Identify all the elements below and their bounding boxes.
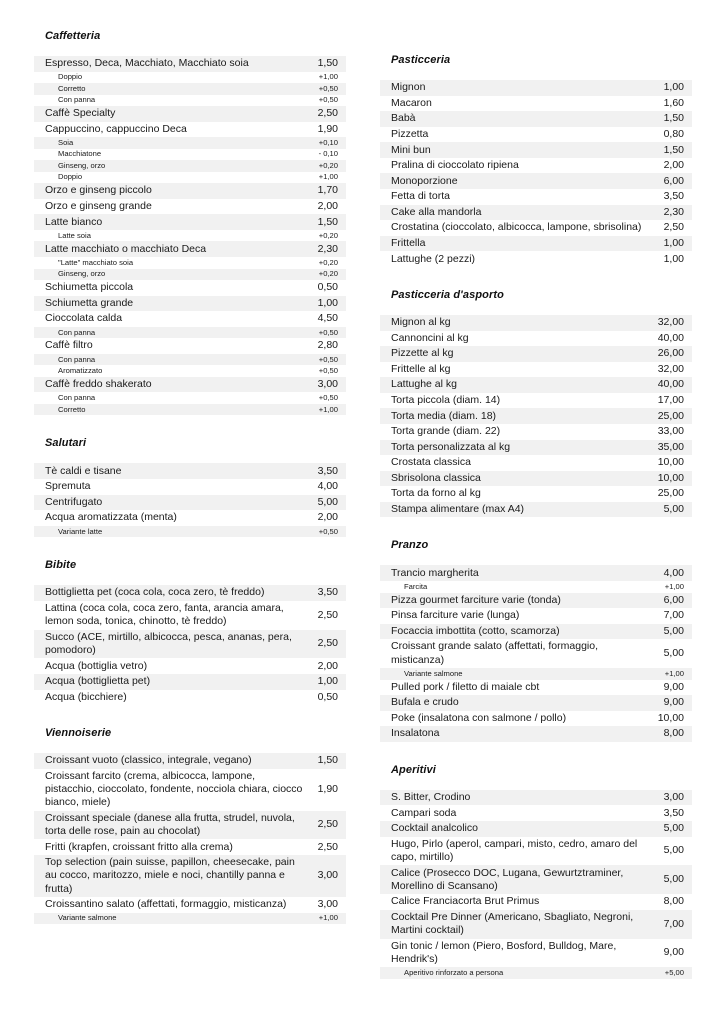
menu-item-row [380, 837, 692, 866]
menu-sub-item-price: +0,50 [318, 354, 338, 364]
menu-item-row [34, 601, 346, 630]
menu-item-price: 35,00 [657, 440, 684, 453]
menu-item-price: 9,00 [663, 680, 684, 693]
menu-item-price: 2,00 [317, 659, 338, 672]
menu-item-name: Frittella [391, 236, 426, 249]
menu-section [380, 764, 692, 979]
menu-item-name: Cocktail Pre Dinner (Americano, Sbagliato, Negroni, Martini cocktail) [391, 910, 634, 937]
menu-item-price: 40,00 [657, 331, 684, 344]
menu-item-price: 2,00 [317, 200, 338, 212]
menu-item-name: Macaron [391, 96, 432, 109]
menu-item-row [380, 158, 692, 174]
menu-item-row [34, 585, 346, 601]
menu-sub-item-row [34, 149, 346, 161]
menu-item-name: Torta media (diam. 18) [391, 409, 497, 422]
menu-item-name: Spremuta [45, 480, 91, 493]
menu-item-row [380, 695, 692, 711]
menu-item-price: 3,50 [317, 586, 338, 599]
menu-item-price: 10,00 [657, 456, 684, 469]
menu-sub-item-name: Con panna [58, 95, 96, 105]
menu-item-price: 33,00 [657, 425, 684, 438]
menu-item-price: 3,00 [317, 378, 338, 391]
menu-item-name: Calice Franciacorta Brut Primus [391, 895, 540, 908]
menu-item-name: Hugo, Pirlo (aperol, campari, misto, cedro, amaro del capo, mirtillo) [391, 837, 638, 863]
section-title: Aperitivi [391, 763, 436, 776]
menu-item-row [34, 630, 346, 659]
menu-item-price: 1,50 [663, 112, 684, 125]
menu-item-name: Babà [391, 112, 416, 125]
menu-item-name: Cocktail analcolico [391, 822, 478, 835]
menu-sub-item-price: +0,50 [318, 526, 338, 536]
menu-sub-item-row [380, 967, 692, 979]
menu-item-name: Monoporzione [391, 174, 458, 187]
menu-sub-item-row [34, 83, 346, 95]
menu-item-name: Lattughe (2 pezzi) [391, 252, 476, 265]
section-title: Viennoiserie [45, 727, 112, 740]
menu-item-price: 1,90 [317, 783, 338, 796]
menu-item-name: Mignon [391, 81, 426, 94]
menu-item-row [380, 910, 692, 939]
menu-sub-item-price: +0,50 [318, 366, 338, 376]
menu-item-list [34, 585, 346, 705]
menu-sub-item-price: +1,00 [664, 581, 684, 591]
menu-section [380, 289, 692, 518]
menu-item-name: Croissant speciale (danese alla frutta, strudel, nuvola, torta delle rose, pain au chocolat) [45, 811, 295, 838]
menu-item-name: Schiumetta grande [45, 296, 134, 309]
menu-item-row [380, 471, 692, 487]
menu-sub-item-row [34, 172, 346, 184]
menu-sub-item-name: Corretto [58, 404, 86, 414]
menu-item-row [380, 331, 692, 347]
menu-item-row [380, 624, 692, 640]
menu-item-row [380, 362, 692, 378]
menu-item-price: 5,00 [663, 873, 684, 886]
section-title: Salutari [45, 437, 87, 450]
menu-section [380, 54, 692, 267]
menu-item-row [34, 753, 346, 769]
menu-item-name: Bufala e crudo [391, 696, 459, 709]
menu-item-row [34, 183, 346, 199]
menu-item-name: Bottiglietta pet (coca cola, coca zero, tè freddo) [45, 586, 265, 599]
menu-item-price: 2,50 [317, 608, 338, 621]
menu-item-row [380, 486, 692, 502]
menu-sub-item-name: Con panna [58, 393, 96, 403]
menu-item-price: 1,50 [317, 215, 338, 228]
menu-sub-item-price: +1,00 [664, 668, 684, 678]
menu-item-price: 2,50 [317, 637, 338, 650]
menu-item-name: Sbrisolona classica [391, 471, 481, 484]
menu-item-name: Caffè Specialty [45, 107, 116, 120]
menu-item-price: 32,00 [657, 362, 684, 375]
menu-item-row [34, 199, 346, 215]
menu-sub-item-row [380, 581, 692, 593]
menu-item-price: 3,50 [663, 806, 684, 819]
menu-item-row [34, 122, 346, 138]
menu-item-name: Pizza gourmet farciture varie (tonda) [391, 593, 561, 606]
menu-item-name: Croissant farcito (crema, albicocca, lampone, pistacchio, cioccolato, fondente, nocciola chiara, ciocco bianco, miele) [45, 769, 303, 809]
menu-sub-item-row [34, 257, 346, 269]
menu-item-name: Pizzette al kg [391, 347, 454, 360]
menu-item-row [34, 674, 346, 690]
menu-item-price: 1,50 [317, 754, 338, 767]
menu-item-row [34, 897, 346, 913]
menu-item-name: Pralina di cioccolato ripiena [391, 159, 519, 172]
menu-item-row [380, 565, 692, 581]
menu-item-name: Torta da forno al kg [391, 487, 481, 500]
menu-sub-item-name: Ginseng, orzo [58, 269, 106, 279]
menu-item-row [380, 377, 692, 393]
section-title: Pranzo [391, 539, 429, 552]
menu-sub-item-name: Variante salmone [404, 668, 463, 678]
menu-sub-item-row [34, 137, 346, 149]
menu-item-name: Fritti (krapfen, croissant fritto alla crema) [45, 840, 233, 853]
menu-item-row [34, 338, 346, 354]
menu-item-price: 25,00 [657, 487, 684, 500]
menu-item-row [380, 680, 692, 696]
menu-sub-item-name: Farcita [404, 581, 428, 591]
menu-sub-item-price: +0,50 [318, 83, 338, 93]
menu-item-name: Focaccia imbottita (cotto, scamorza) [391, 624, 560, 637]
menu-item-name: Mini bun [391, 143, 431, 156]
menu-sub-item-row [34, 327, 346, 339]
menu-item-price: 1,00 [317, 675, 338, 688]
menu-item-name: Insalatona [391, 727, 440, 740]
menu-item-row [380, 608, 692, 624]
menu-item-row [34, 479, 346, 495]
menu-sub-item-name: Doppio [58, 172, 83, 182]
menu-item-list [34, 463, 346, 537]
menu-item-row [380, 939, 692, 968]
menu-item-row [380, 821, 692, 837]
menu-item-price: 1,00 [663, 236, 684, 249]
menu-sub-item-price: +0,50 [318, 95, 338, 105]
menu-item-row [380, 593, 692, 609]
menu-item-row [380, 236, 692, 252]
menu-sub-item-name: "Latte" macchiato soia [58, 257, 134, 267]
menu-item-price: 5,00 [663, 647, 684, 660]
menu-item-row [380, 96, 692, 112]
menu-item-row [380, 805, 692, 821]
menu-item-price: 1,50 [663, 143, 684, 156]
menu-item-name: Torta personalizzata al kg [391, 440, 511, 453]
menu-item-row [34, 769, 346, 811]
menu-item-name: Orzo e ginseng grande [45, 200, 152, 212]
menu-item-name: Lattughe al kg [391, 378, 457, 391]
menu-item-name: Pinsa farciture varie (lunga) [391, 609, 520, 622]
menu-item-name: Calice (Prosecco DOC, Lugana, Gewurtztraminer, Morellino di Scansano) [391, 866, 624, 892]
menu-item-row [380, 790, 692, 806]
menu-item-price: 4,00 [663, 566, 684, 579]
menu-item-price: 1,00 [663, 81, 684, 94]
menu-item-price: 5,00 [663, 503, 684, 516]
menu-sub-item-name: Variante salmone [58, 913, 117, 923]
menu-item-name: Crostata classica [391, 456, 471, 469]
menu-section [34, 437, 346, 537]
menu-item-price: 4,00 [317, 480, 338, 493]
menu-item-row [34, 463, 346, 479]
menu-item-price: 0,50 [317, 281, 338, 294]
menu-item-row [34, 56, 346, 72]
menu-item-row [34, 280, 346, 296]
menu-sub-item-price: +0,20 [318, 160, 338, 170]
menu-sub-item-row [34, 95, 346, 107]
menu-item-row [380, 80, 692, 96]
menu-sub-item-row [34, 392, 346, 404]
menu-item-name: Frittelle al kg [391, 362, 451, 375]
menu-item-price: 1,00 [317, 296, 338, 309]
menu-sub-item-price: +1,00 [318, 72, 338, 82]
menu-item-row [380, 393, 692, 409]
menu-item-price: 1,00 [663, 252, 684, 265]
menu-sub-item-price: +1,00 [318, 913, 338, 923]
menu-item-price: 17,00 [657, 394, 684, 407]
menu-sub-item-name: Aromatizzato [58, 366, 103, 376]
menu-sub-item-row [34, 72, 346, 84]
menu-item-name: Torta piccola (diam. 14) [391, 394, 501, 407]
menu-item-row [34, 495, 346, 511]
menu-sub-item-price: +0,20 [318, 257, 338, 267]
menu-item-name: Campari soda [391, 806, 457, 819]
menu-item-price: 8,00 [663, 895, 684, 908]
menu-item-price: 5,00 [663, 822, 684, 835]
menu-sub-item-name: Corretto [58, 83, 86, 93]
menu-item-name: Gin tonic / lemon (Piero, Bosford, Bulldog, Mare, Hendrik's) [391, 939, 617, 965]
menu-item-name: Mignon al kg [391, 316, 451, 329]
menu-item-row [34, 510, 346, 526]
menu-section [34, 559, 346, 705]
menu-item-price: 32,00 [657, 316, 684, 329]
menu-item-name: Fetta di torta [391, 190, 450, 203]
menu-sub-item-name: Ginseng, orzo [58, 160, 106, 170]
menu-sub-item-price: +0,50 [318, 393, 338, 403]
menu-sub-item-row [34, 354, 346, 366]
menu-item-row [34, 311, 346, 327]
menu-item-row [380, 455, 692, 471]
menu-item-row [380, 894, 692, 910]
menu-item-name: Espresso, Deca, Macchiato, Macchiato soia [45, 57, 249, 70]
menu-item-price: 1,90 [317, 122, 338, 135]
menu-item-name: Latte bianco [45, 215, 103, 228]
menu-item-name: Orzo e ginseng piccolo [45, 184, 152, 197]
menu-section [34, 727, 346, 924]
menu-sub-item-name: Soia [58, 137, 74, 147]
menu-item-price: 9,00 [663, 946, 684, 959]
menu-item-name: Schiumetta piccola [45, 281, 134, 294]
menu-item-price: 9,00 [663, 696, 684, 709]
section-title: Pasticceria d'asporto [391, 288, 504, 301]
menu-item-price: 2,80 [317, 339, 338, 352]
menu-item-price: 1,70 [317, 184, 338, 197]
menu-item-price: 2,50 [663, 221, 684, 234]
menu-item-row [380, 189, 692, 205]
menu-item-row [380, 440, 692, 456]
menu-item-row [380, 205, 692, 221]
menu-item-price: 2,30 [317, 242, 338, 255]
menu-item-price: 2,50 [317, 818, 338, 831]
menu-item-row [380, 408, 692, 424]
menu-sub-item-price: - 0,10 [318, 149, 338, 159]
menu-item-price: 5,00 [663, 624, 684, 637]
menu-item-name: Acqua aromatizzata (menta) [45, 511, 177, 524]
menu-item-name: Centrifugato [45, 495, 103, 508]
menu-sub-item-price: +0,50 [318, 327, 338, 337]
menu-item-name: Succo (ACE, mirtillo, albicocca, pesca, ananas, pera, pomodoro) [45, 630, 292, 656]
menu-item-price: 6,00 [663, 593, 684, 606]
menu-item-price: 7,00 [663, 917, 684, 930]
menu-sub-item-price: +5,00 [664, 968, 684, 978]
menu-sub-item-price: +0,10 [318, 137, 338, 147]
menu-item-price: 10,00 [657, 711, 684, 724]
menu-item-row [34, 855, 346, 897]
menu-sub-item-price: +1,00 [318, 404, 338, 414]
menu-item-list [34, 56, 346, 415]
menu-sub-item-price: +0,20 [318, 230, 338, 240]
menu-item-name: Pulled pork / filetto di maiale cbt [391, 680, 540, 693]
menu-sub-item-price: +0,20 [318, 269, 338, 279]
section-title: Pasticceria [391, 54, 451, 66]
menu-sub-item-row [34, 913, 346, 925]
menu-sub-item-name: Macchiatone [58, 149, 102, 159]
menu-item-row [380, 251, 692, 267]
menu-sub-item-row [34, 230, 346, 242]
section-title: Bibite [45, 559, 77, 572]
menu-sub-item-row [34, 269, 346, 281]
menu-item-name: Cannoncini al kg [391, 331, 469, 344]
menu-item-name: Lattina (coca cola, coca zero, fanta, arancia amara, lemon soda, tonica, chinotto, tè freddo) [45, 602, 284, 628]
menu-sub-item-name: Aperitivo rinforzato a persona [404, 968, 504, 978]
menu-item-name: Pizzetta [391, 127, 429, 140]
menu-item-list [34, 753, 346, 924]
menu-column-left [34, 30, 346, 928]
menu-item-price: 4,50 [317, 312, 338, 325]
menu-item-price: 3,50 [317, 464, 338, 477]
menu-item-name: Torta grande (diam. 22) [391, 425, 501, 438]
menu-item-name: Caffè filtro [45, 339, 93, 352]
menu-item-name: Cappuccino, cappuccino Deca [45, 122, 187, 135]
menu-item-price: 25,00 [657, 409, 684, 422]
menu-item-row [380, 111, 692, 127]
menu-column-right [380, 30, 692, 983]
menu-sub-item-name: Latte soia [58, 230, 91, 240]
menu-item-row [380, 346, 692, 362]
menu-item-price: 2,00 [317, 511, 338, 524]
menu-item-row [380, 726, 692, 742]
menu-item-name: Croissant vuoto (classico, integrale, vegano) [45, 754, 252, 767]
menu-item-name: Acqua (bottiglietta pet) [45, 675, 151, 688]
menu-sub-item-name: Con panna [58, 327, 96, 337]
menu-item-name: Crostatina (cioccolato, albicocca, lampone, sbrisolina) [391, 221, 642, 234]
menu-item-row [34, 811, 346, 840]
menu-item-price: 3,50 [663, 190, 684, 203]
menu-item-price: 3,00 [317, 898, 338, 911]
menu-item-price: 7,00 [663, 609, 684, 622]
menu-item-row [380, 142, 692, 158]
menu-item-row [380, 639, 692, 668]
menu-item-name: Poke (insalatona con salmone / pollo) [391, 711, 567, 724]
menu-item-row [34, 214, 346, 230]
menu-item-name: Trancio margherita [391, 566, 479, 579]
menu-section [34, 30, 346, 415]
menu-item-row [380, 424, 692, 440]
menu-item-row [34, 296, 346, 312]
menu-item-name: Cake alla mandorla [391, 205, 482, 218]
menu-item-price: 26,00 [657, 347, 684, 360]
menu-item-name: Cioccolata calda [45, 312, 123, 325]
menu-sub-item-name: Variante latte [58, 526, 103, 536]
menu-sub-item-row [34, 160, 346, 172]
menu-item-row [380, 711, 692, 727]
menu-item-price: 5,00 [663, 844, 684, 857]
menu-item-price: 3,00 [317, 869, 338, 882]
section-title: Caffetteria [45, 30, 101, 42]
menu-item-price: 1,50 [317, 57, 338, 70]
menu-item-name: Stampa alimentare (max A4) [391, 503, 525, 516]
menu-item-row [34, 241, 346, 257]
menu-item-row [34, 839, 346, 855]
menu-item-row [34, 377, 346, 393]
menu-item-list [380, 790, 692, 979]
menu-item-price: 2,50 [317, 107, 338, 120]
menu-item-price: 0,80 [663, 127, 684, 140]
menu-section [380, 539, 692, 741]
menu-item-name: S. Bitter, Crodino [391, 791, 471, 804]
menu-item-name: Croissantino salato (affettati, formaggio, misticanza) [45, 898, 287, 911]
menu-item-row [380, 865, 692, 894]
menu-item-price: 1,60 [663, 96, 684, 109]
menu-item-row [380, 173, 692, 189]
menu-item-row [34, 690, 346, 706]
menu-sub-item-name: Con panna [58, 354, 96, 364]
menu-item-list [380, 80, 692, 267]
menu-sub-item-row [34, 365, 346, 377]
menu-sub-item-price: +1,00 [318, 172, 338, 182]
menu-sub-item-row [34, 404, 346, 416]
menu-item-price: 40,00 [657, 378, 684, 391]
menu-item-list [380, 565, 692, 741]
menu-item-name: Latte macchiato o macchiato Deca [45, 242, 207, 255]
menu-sub-item-name: Doppio [58, 72, 83, 82]
menu-item-name: Acqua (bicchiere) [45, 690, 127, 703]
menu-item-list [380, 315, 692, 518]
menu-item-row [34, 658, 346, 674]
menu-item-row [380, 502, 692, 518]
menu-item-price: 6,00 [663, 174, 684, 187]
menu-item-price: 10,00 [657, 471, 684, 484]
menu-sub-item-row [380, 668, 692, 680]
menu-item-row [34, 106, 346, 122]
menu-item-price: 5,00 [317, 495, 338, 508]
menu-item-price: 2,50 [317, 840, 338, 853]
menu-item-price: 2,30 [663, 205, 684, 218]
menu-item-price: 2,00 [663, 159, 684, 172]
menu-item-name: Acqua (bottiglia vetro) [45, 659, 148, 672]
menu-sub-item-row [34, 526, 346, 538]
menu-item-name: Croissant grande salato (affettati, formaggio, misticanza) [391, 640, 599, 666]
menu-item-row [380, 315, 692, 331]
menu-item-price: 0,50 [317, 690, 338, 703]
menu-item-name: Top selection (pain suisse, papillon, cheesecake, pain au cocco, maritozzo, miele e noci, chantilly panna e frutta) [45, 856, 295, 895]
menu-item-row [380, 127, 692, 143]
menu-item-name: Caffè freddo shakerato [45, 378, 152, 391]
menu-item-price: 3,00 [663, 791, 684, 804]
menu-item-name: Tè caldi e tisane [45, 464, 122, 477]
menu-item-price: 8,00 [663, 727, 684, 740]
menu-item-row [380, 220, 692, 236]
